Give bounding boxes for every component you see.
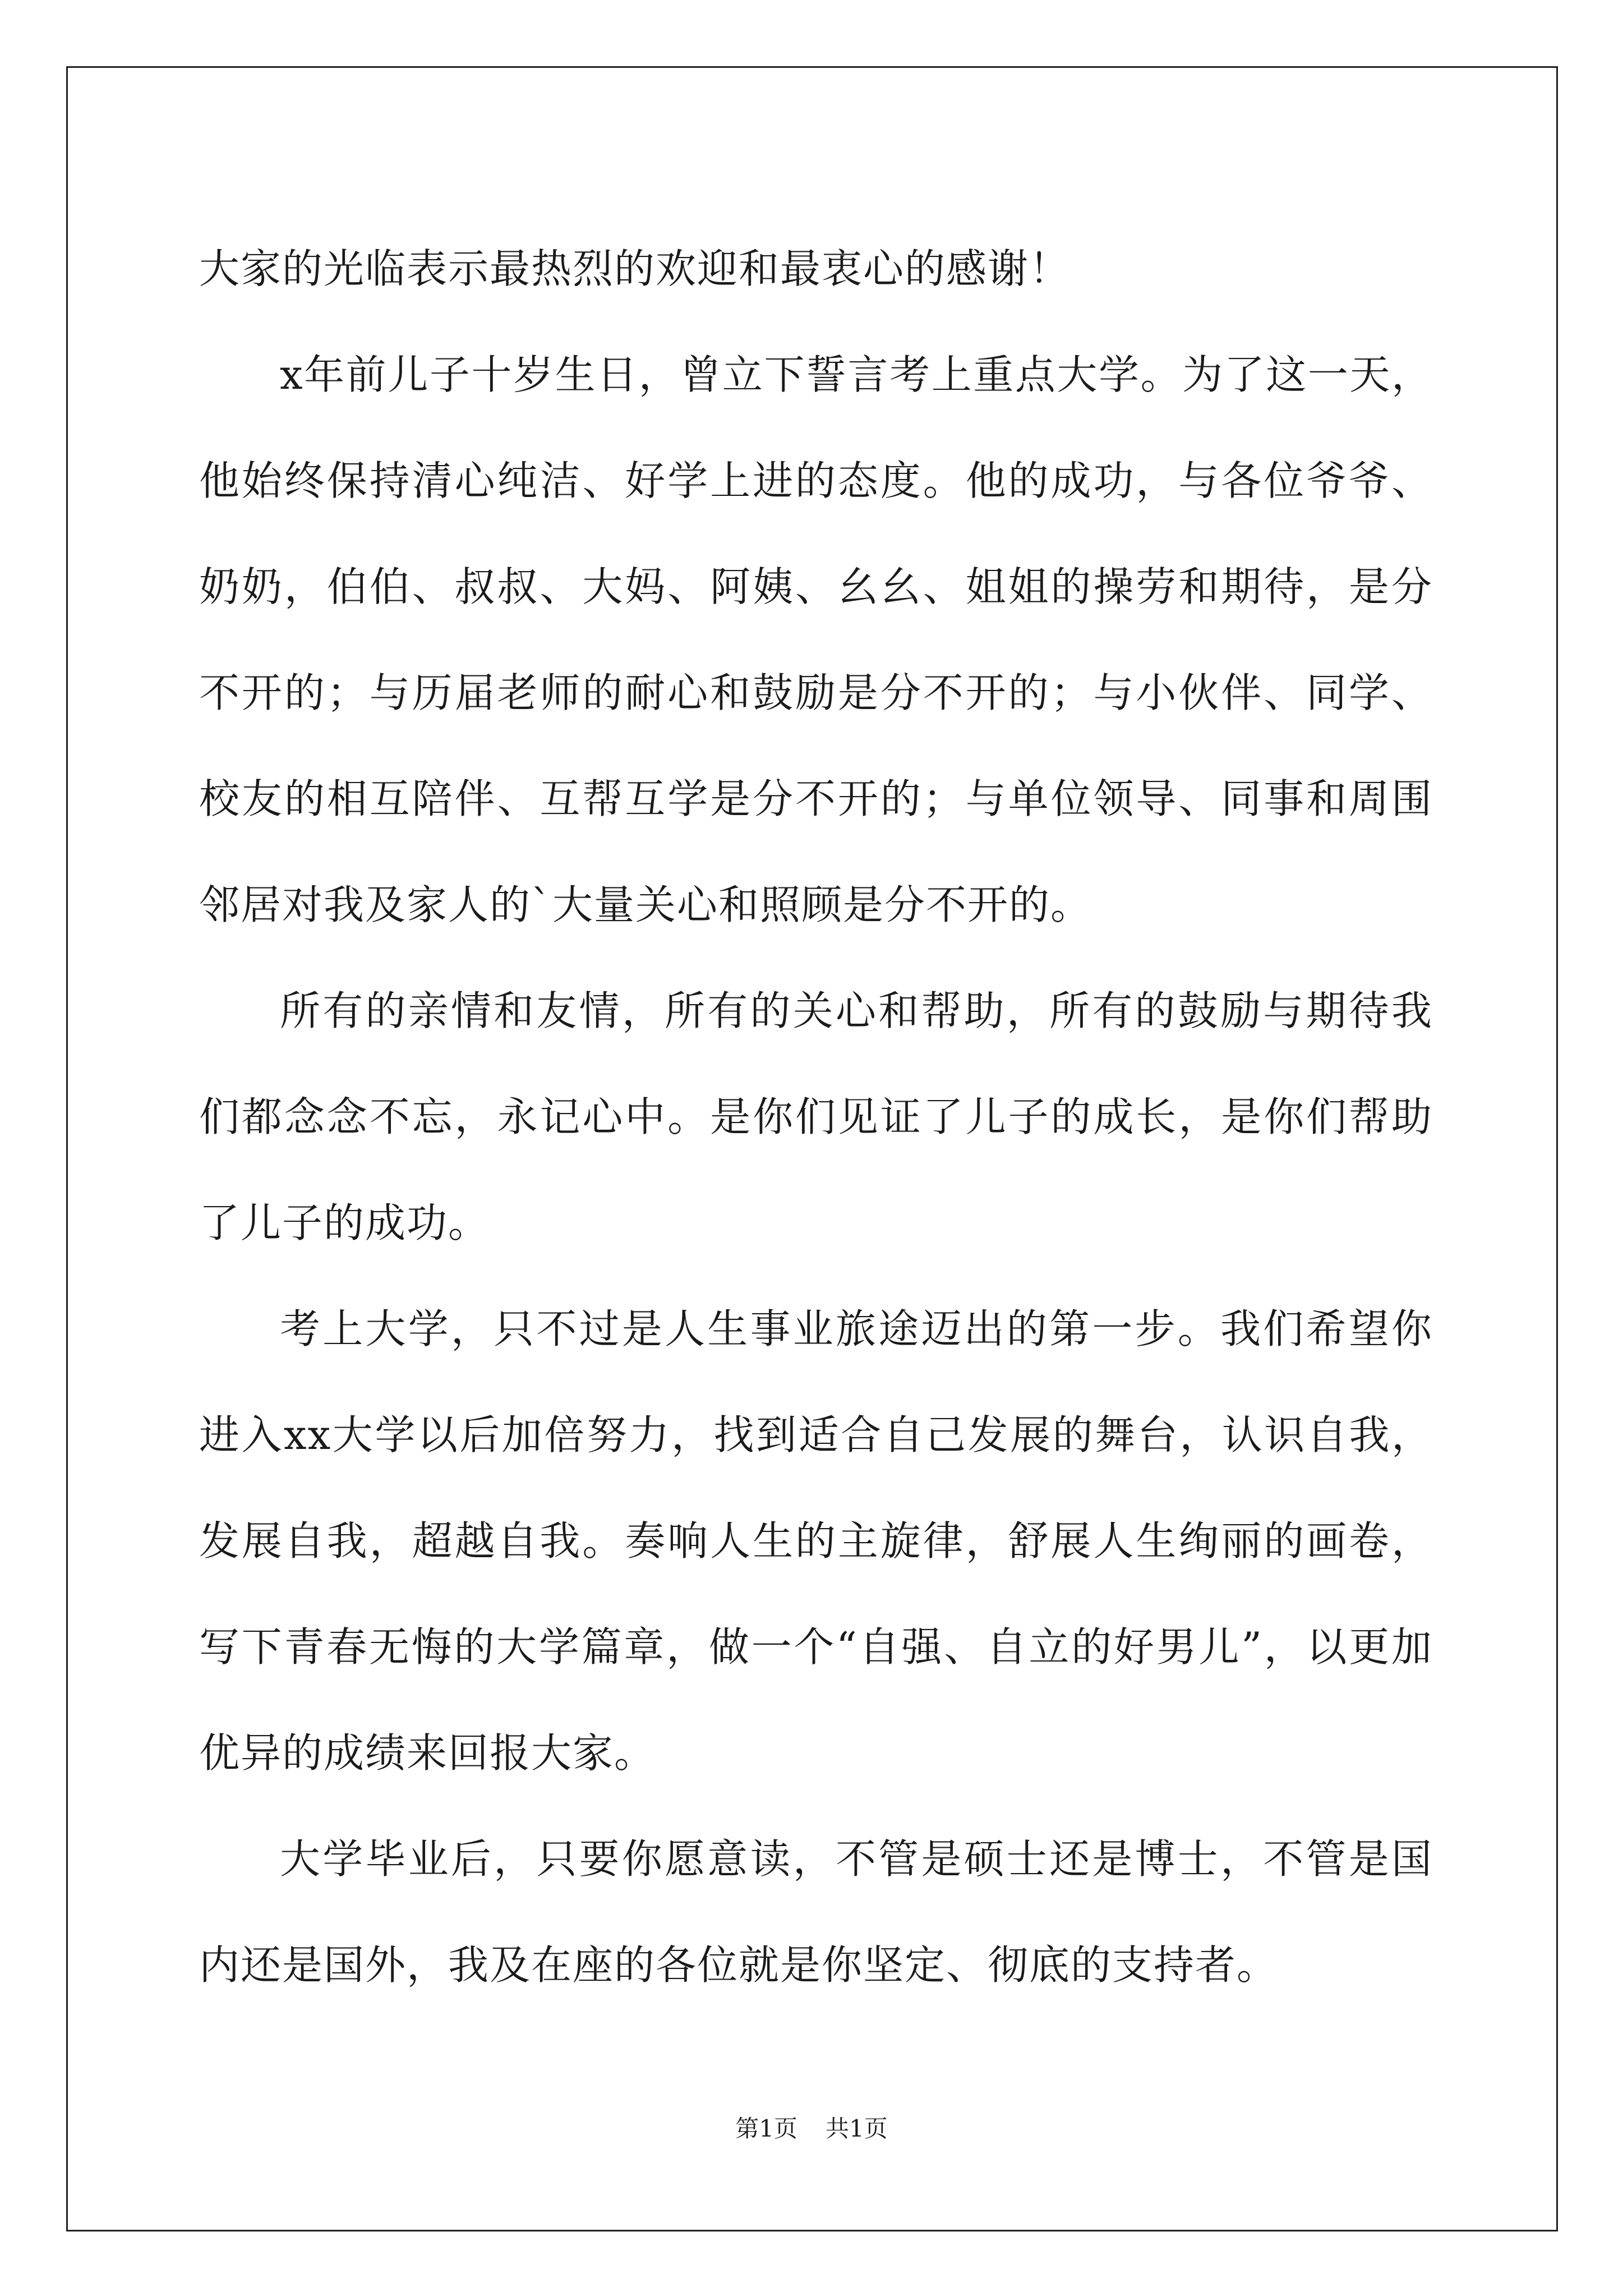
document-body: [199, 216, 1433, 2018]
paragraph: 大学毕业后，只要你愿意读，不管是硕士还是博士，不管是国内还是国外，我及在座的各位就是你坚定、彻底的支持者。: [199, 1835, 1433, 1989]
paragraph: 所有的亲情和友情，所有的关心和帮助，所有的鼓励与期待我们都念念不忘，永记心中。是你们见证了儿子的成长，是你们帮助了儿子的成功。: [199, 987, 1433, 1246]
page-number: 第1页: [735, 2115, 797, 2142]
paragraph: 大家的光临表示最热烈的欢迎和最衷心的感谢！: [199, 245, 1071, 292]
paragraph: 考上大学，只不过是人生事业旅途迈出的第一步。我们希望你进入xx大学以后加倍努力，找到适合自己发展的舞台，认识自我，发展自我，超越自我。奏响人生的主旋律，舒展人生绚丽的画卷，写下青春无悔的大学篇章，做一个“自强、自立的好男儿”，以更加优异的成绩来回报大家。: [199, 1305, 1433, 1777]
page-total: 共1页: [826, 2115, 888, 2142]
page-footer: [0, 2112, 1623, 2146]
paragraph: x年前儿子十岁生日，曾立下誓言考上重点大学。为了这一天，他始终保持清心纯洁、好学上进的态度。他的成功，与各位爷爷、奶奶，伯伯、叔叔、大妈、阿姨、幺幺、姐姐的操劳和期待，是分不开的；与历届老师的耐心和鼓励是分不开的；与小伙伴、同学、校友的相互陪伴、互帮互学是分不开的；与单位领导、同事和周围邻居对我及家人的`大量关心和照顾是分不开的。: [199, 351, 1433, 928]
